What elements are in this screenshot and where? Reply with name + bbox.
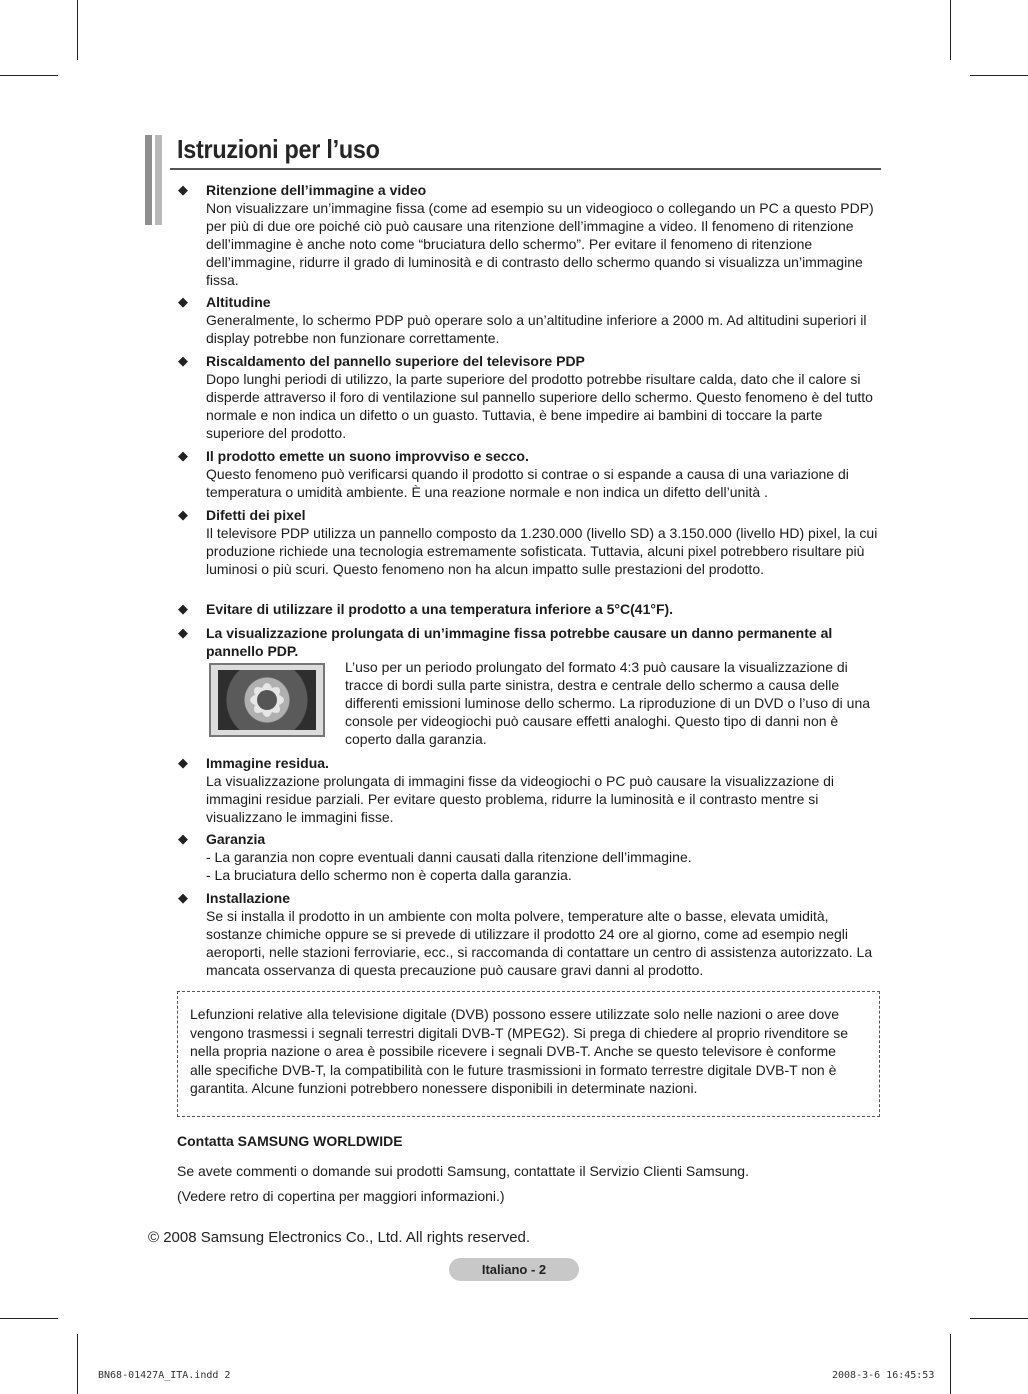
diamond-bullet-icon: ◆ [178,890,188,905]
section-body: L’uso per un periodo prolungato del formato 4:3 può causare la visualizzazione di tracce di bordi sulla parte sinistra, destra e centrale dello schermo a causa delle differenti emissioni luminose dello schermo. La riproduzione di un DVD o l’uso di una console per videogiochi può causare effetti analoghi. Questo tipo di danni non è coperto dalla garanzia. [345,659,871,747]
flower-image [218,670,316,730]
section-body: Questo fenomeno può verificarsi quando il prodotto si contrae o si espande a causa di una variazione di temperatura o umidità ambiente. È una reazione normale e non indica un difetto dell’unità . [206,466,849,500]
section-title: Installazione [206,890,291,906]
title-underline [170,168,881,170]
contact-text: Se avete commenti o domande sui prodotti Samsung, contattate il Servizio Clienti Samsung. [177,1163,749,1179]
contact-note: (Vedere retro di copertina per maggiori informazioni.) [177,1188,505,1204]
section-pixel-defects [178,506,881,578]
page-title: Istruzioni per l’uso [177,134,380,164]
crop-mark [0,75,58,76]
section-body: La visualizzazione prolungata di immagini fisse da videogiochi o PC può causare la visualizzazione di immagini residue parziali. Per evitare questo problema, ridurre la luminosità e il contrasto mentre si visualizzano le immagini fisse. [206,773,835,825]
section-sudden-sound [178,447,881,501]
section-title: La visualizzazione prolungata di un’immagine fissa potrebbe causare un danno permanente al pannello PDP. [206,625,833,659]
section-body: Non visualizzare un’immagine fissa (come ad esempio su un videogioco o collegando un PC a questo PDP) per più di due ore poiché ciò può causare una ritenzione dell’immagine a video. Il fenomeno di ritenzione dell’immagine è anche noto come “bruciatura dello schermo”. Per evitare il fenomeno di ritenzione dell’immagine, ridurre il grado di luminosità e di contrasto dello schermo quando si visualizza un’immagine fissa. [206,200,874,288]
print-file-slug: BN68-01427A_ITA.indd 2 [98,1370,231,1381]
crop-mark [77,1334,78,1394]
diamond-bullet-icon: ◆ [178,507,188,522]
section-title: Immagine residua. [206,755,329,771]
section-installation [178,889,881,979]
section-title: Evitare di utilizzare il prodotto a una temperatura inferiore a 5°C(41°F). [206,601,674,617]
crop-mark [970,75,1028,76]
section-residual-image [178,754,881,826]
section-title: Riscaldamento del pannello superiore del televisore PDP [206,353,585,369]
crop-mark [77,0,78,60]
copyright: © 2008 Samsung Electronics Co., Ltd. All rights reserved. [148,1229,531,1246]
print-timestamp: 2008-3-6 16:45:53 [832,1370,935,1381]
diamond-bullet-icon: ◆ [178,831,188,846]
section-body: Generalmente, lo schermo PDP può operare solo a un’altitudine inferiore a 2000 m. Ad altitudini superiori il display potrebbe non funzionare correttamente. [206,312,867,346]
crop-mark [950,1334,951,1394]
section-low-temperature [178,600,881,618]
section-title: Difetti dei pixel [206,507,306,523]
diamond-bullet-icon: ◆ [178,448,188,463]
diamond-bullet-icon: ◆ [178,755,188,770]
section-body: - La garanzia non copre eventuali danni causati dalla ritenzione dell’immagine. [206,849,692,865]
title-accent-bar [155,135,162,225]
section-warranty [178,830,881,884]
section-image-retention [178,181,881,289]
still-image-thumbnail [209,663,325,737]
section-body: - La bruciatura dello schermo non è coperta dalla garanzia. [206,867,572,883]
diamond-bullet-icon: ◆ [178,601,188,616]
title-accent-bar [145,135,152,225]
section-body: Dopo lunghi periodi di utilizzo, la parte superiore del prodotto potrebbe risultare calda, dato che il calore si disperde attraverso il foro di ventilazione sul pannello superiore dello schermo. Questo fenomeno è del tutto normale e non indica un difetto o un guasto. Tuttavia, è bene impedire ai bambini di toccare la parte superiore del prodotto. [206,371,873,441]
section-title: Ritenzione dell’immagine a video [206,182,427,198]
section-still-image-damage [178,624,881,660]
crop-mark [970,1318,1028,1319]
page-number-badge: Italiano - 2 [449,1258,579,1281]
diamond-bullet-icon: ◆ [178,353,188,368]
section-top-panel-heat [178,352,881,442]
crop-mark [950,0,951,60]
dvb-notice-text: Lefunzioni relative alla televisione digitale (DVB) possono essere utilizzate solo nelle nazioni o aree dove vengono trasmessi i segnali terrestri digitali DVB-T (MPEG2). Si prega di chiedere al proprio rivenditore se nella propria nazione o area è possibile ricevere i segnali DVB-T. Anche se questo televisore è conforme alle specifiche DVB-T, la compatibilità con le future trasmissioni in formato terrestre digitale DVB-T non è garantita. Alcune funzioni potrebbero nonessere disponibili in determinate nazioni. [190,1006,849,1096]
section-body: Se si installa il prodotto in un ambiente con molta polvere, temperature alte o basse, elevata umidità, sostanze chimiche oppure se si prevede di utilizzare il prodotto 24 ore al giorno, come ad esempio negli aeroporti, nelle stazioni ferroviarie, ecc., si raccomanda di contattare un centro di assistenza autorizzato. La mancata osservanza di questa precauzione può causare gravi danni al prodotto. [206,908,873,978]
diamond-bullet-icon: ◆ [178,182,188,197]
diamond-bullet-icon: ◆ [178,294,188,309]
section-title: Altitudine [206,294,271,310]
diamond-bullet-icon: ◆ [178,625,188,640]
section-altitude [178,293,881,347]
section-body: Il televisore PDP utilizza un pannello composto da 1.230.000 (livello SD) a 3.150.000 (livello HD) pixel, la cui produzione richiede una tecnologia estremamente sofisticata. Tuttavia, alcuni pixel potrebbero risultare più luminosi o più scuri. Questo fenomeno non ha alcun impatto sulle prestazioni del prodotto. [206,525,878,577]
section-title: Il prodotto emette un suono improvviso e secco. [206,448,529,464]
contact-title: Contatta SAMSUNG WORLDWIDE [177,1133,403,1149]
crop-mark [0,1318,58,1319]
dvb-notice-box [177,991,880,1117]
section-title: Garanzia [206,831,266,847]
